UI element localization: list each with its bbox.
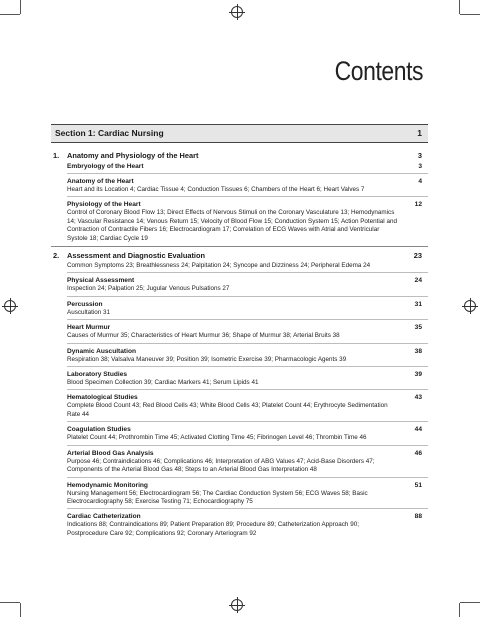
entry-page-number: 4 xyxy=(418,178,422,185)
entry-heading: Anatomy of the Heart xyxy=(67,178,134,185)
entry-subtopics: Complete Blood Count 43; Red Blood Cells 43; White Blood Cells 43; Platelet Count 44; Erythrocyte Sedimentation Rate 44 xyxy=(67,402,388,418)
registration-mark-icon xyxy=(231,6,243,18)
crop-mark xyxy=(0,602,20,603)
entry-page-number: 31 xyxy=(414,300,422,308)
chapter-number: 2. xyxy=(53,251,60,261)
entry-page-number: 44 xyxy=(414,426,422,434)
entry-subtopics: Inspection 24; Palpation 25; Jugular Venous Pulsations 27 xyxy=(67,285,230,293)
entry-heading: Cardiac Catheterization xyxy=(67,513,141,521)
toc-entry[interactable] xyxy=(51,512,428,538)
chapter-heading[interactable] xyxy=(51,250,428,261)
entry-subtopics: Control of Coronary Blood Flow 13; Direct Effects of Nervous Stimuli on the Coronary Vasculature 13; Hemodynamics 14; Vascular Resistance 14; Venous Return 15; Velocity of Blood Flow 15; Conduction System 15; Action Potential and Contraction of Contractile Fibers 16; Electrocardiogram 17; Correlation of ECG Waves with Atrial and Ventricular Systole 18; Cardiac Cycle 19 xyxy=(67,209,397,242)
chapter-heading[interactable] xyxy=(51,150,428,161)
entry-page-number: 24 xyxy=(414,277,422,285)
divider xyxy=(67,477,428,478)
section-page-number: 1 xyxy=(417,128,422,138)
entry-page-number: 39 xyxy=(414,371,422,379)
toc-entry[interactable] xyxy=(51,262,428,270)
registration-mark-icon xyxy=(4,300,16,312)
entry-subtopics: Heart and its Location 4; Cardiac Tissue 4; Conduction Tissues 6; Chambers of the Heart 6; Heart Valves 7 xyxy=(67,186,365,193)
divider xyxy=(67,508,428,509)
entry-heading: Coagulation Studies xyxy=(67,426,131,434)
chapter-number: 1. xyxy=(53,151,60,160)
entry-heading: Embryology of the Heart xyxy=(67,163,144,170)
crop-mark xyxy=(20,603,21,617)
entry-page-number: 88 xyxy=(414,513,422,521)
entry-heading: Arterial Blood Gas Analysis xyxy=(67,449,154,457)
entry-page-number: 35 xyxy=(414,324,422,332)
entry-heading: Laboratory Studies xyxy=(67,371,128,379)
toc-entry[interactable] xyxy=(51,481,428,507)
section-label: Section 1: Cardiac Nursing xyxy=(55,128,164,138)
toc-entry[interactable] xyxy=(51,162,428,171)
toc-entry[interactable] xyxy=(51,200,428,243)
entry-heading: Hemodynamic Monitoring xyxy=(67,481,148,489)
entry-page-number: 12 xyxy=(414,201,422,209)
entry-heading: Dynamic Auscultation xyxy=(67,347,137,355)
chapter-page-number: 3 xyxy=(417,151,422,160)
registration-mark-icon xyxy=(464,300,476,312)
divider xyxy=(67,366,428,367)
chapter-page-number: 23 xyxy=(413,251,422,261)
crop-mark xyxy=(459,603,460,617)
entry-subtopics: Auscultation 31 xyxy=(67,308,111,316)
divider xyxy=(67,272,428,273)
entry-page-number: 51 xyxy=(414,481,422,489)
entry-subtopics: Nursing Management 56; Electrocardiogram 56; The Cardiac Conduction System 56; ECG Waves 58; Basic Electrocardiography 58; Exercise Testing 71; Echocardiography 75 xyxy=(67,489,368,505)
crop-mark xyxy=(460,14,480,15)
toc-entry[interactable] xyxy=(51,276,428,293)
entry-heading: Heart Murmur xyxy=(67,324,111,332)
entry-heading: Physical Assessment xyxy=(67,277,135,285)
entry-heading: Hematological Studies xyxy=(67,394,138,402)
section-header[interactable] xyxy=(51,124,428,143)
toc-entry[interactable] xyxy=(51,300,428,317)
entry-page-number: 46 xyxy=(414,449,422,457)
divider xyxy=(67,319,428,320)
divider xyxy=(67,196,428,197)
crop-mark xyxy=(0,14,20,15)
entry-subtopics: Respiration 38; Valsalva Maneuver 39; Position 39; Isometric Exercise 39; Pharmacologic Agents 39 xyxy=(67,355,347,363)
divider xyxy=(67,173,428,174)
toc-entry[interactable] xyxy=(51,370,428,387)
entry-subtopics: Common Symptoms 23; Breathlessness 24; Palpitation 24; Syncope and Dizziness 24; Peripheral Edema 24 xyxy=(67,262,371,270)
entry-subtopics: Platelet Count 44; Prothrombin Time 45; Activated Clotting Time 45; Fibrinogen Level 46; Thrombin Time 46 xyxy=(67,434,367,442)
entry-subtopics: Causes of Murmur 35; Characteristics of Heart Murmur 36; Shape of Murmur 38; Arterial Bruits 38 xyxy=(67,332,340,340)
entry-page-number: 38 xyxy=(414,347,422,355)
chapter-title: Anatomy and Physiology of the Heart xyxy=(67,151,199,160)
divider xyxy=(67,343,428,344)
entry-subtopics: Purpose 46; Contraindications 46; Complications 46; Interpretation of ABG Values 47; Acid-Base Disorders 47; Components of the Arterial Blood Gas 48; Steps to an Arterial Blood Gas Interpretation 48 xyxy=(67,457,375,474)
chapter-separator xyxy=(51,246,428,247)
toc-entry[interactable] xyxy=(51,425,428,442)
toc-entry[interactable] xyxy=(51,393,428,419)
table-of-contents xyxy=(51,147,428,538)
toc-entry[interactable] xyxy=(51,347,428,364)
toc-entry[interactable] xyxy=(51,323,428,340)
crop-mark xyxy=(460,602,480,603)
divider xyxy=(67,421,428,422)
entry-heading: Physiology of the Heart xyxy=(67,201,141,209)
toc-entry[interactable] xyxy=(51,177,428,194)
page-title: Contents xyxy=(334,56,423,86)
divider xyxy=(67,389,428,390)
toc-entry[interactable] xyxy=(51,449,428,475)
crop-mark xyxy=(20,0,21,14)
entry-page-number: 43 xyxy=(414,394,422,402)
divider xyxy=(67,445,428,446)
entry-subtopics: Indications 88; Contraindications 89; Patient Preparation 89; Procedure 89; Catheterization Approach 90; Postprocedure Care 92; Complications 92; Coronary Arteriogram 92 xyxy=(67,521,359,537)
crop-mark xyxy=(459,0,460,14)
divider xyxy=(67,296,428,297)
entry-heading: Percussion xyxy=(67,300,103,308)
entry-subtopics: Blood Specimen Collection 39; Cardiac Markers 41; Serum Lipids 41 xyxy=(67,379,259,387)
registration-mark-icon xyxy=(231,599,243,611)
entry-page-number: 3 xyxy=(418,163,422,170)
chapter-title: Assessment and Diagnostic Evaluation xyxy=(67,251,205,261)
